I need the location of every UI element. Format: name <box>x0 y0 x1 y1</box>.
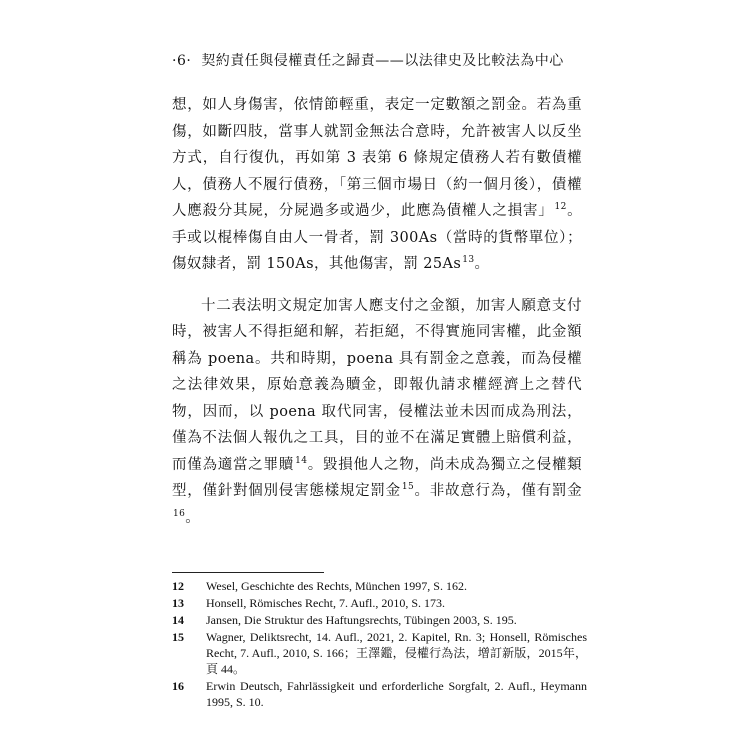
paragraph-text: 。非故意行為，僅有罰金 <box>414 483 583 499</box>
footnote-number: 14 <box>172 613 184 627</box>
footnote-text: Wesel, Geschichte des Rechts, München 1997, S. 162. <box>206 579 467 593</box>
paragraph-text: 。毀損他人之物，尚未成為獨立之侵權類型，僅針對個別侵害態樣規定罰金 <box>172 456 582 499</box>
paragraph-text: 。手或以棍棒傷自由人一骨者，罰 300As（當時的貨幣單位）；傷奴隸者，罰 150As，其他傷害，罰 25As <box>172 203 582 272</box>
footnote-number: 13 <box>172 596 184 610</box>
footnote-text: Honsell, Römisches Recht, 7. Aufl., 2010, S. 173. <box>206 596 445 610</box>
running-title: 契約責任與侵權責任之歸責——以法律史及比較法為中心 <box>201 53 564 69</box>
footnote-number: 15 <box>172 630 184 644</box>
footnote <box>172 595 587 611</box>
footnote-text: Jansen, Die Struktur des Haftungsrechts, Tübingen 2003, S. 195. <box>206 613 517 627</box>
paragraph <box>172 293 582 532</box>
footnote <box>172 678 587 710</box>
footnote-number: 16 <box>172 679 184 693</box>
page-number: ·6· <box>172 53 192 69</box>
footnote-text: Wagner, Deliktsrecht, 14. Aufl., 2021, 2. Kapitel, Rn. 3; Honsell, Römisches Recht, 7. Aufl., 2010, S. 166；王澤鑑，侵權行為法，增訂新版，2015年，頁 44。 <box>206 630 587 676</box>
footnote-ref[interactable]: 12 <box>554 202 567 213</box>
paragraph <box>172 92 582 278</box>
paragraph-text: 。 <box>474 256 490 272</box>
paragraph-text: 想，如人身傷害，依情節輕重，表定一定數額之罰金。若為重傷，如斷四肢，當事人就罰金無法合意時，允許被害人以反坐方式，自行復仇，再如第 3 表第 6 條規定債務人若有數債權人，債務人不履行債務，「第三個市場日（約一個月後），債權人應殺分其屍，分屍過多或過少，此應為債權人之損害」 <box>172 97 582 219</box>
paragraph-text: 。 <box>185 509 201 526</box>
footnote <box>172 612 587 628</box>
running-header <box>172 50 592 70</box>
footnote <box>172 578 587 594</box>
footnote-number: 12 <box>172 579 184 593</box>
footnote-ref[interactable]: 16 <box>173 508 186 519</box>
footnote-divider <box>172 572 324 573</box>
footnote-text: Erwin Deutsch, Fahrlässigkeit und erforderliche Sorgfalt, 2. Aufl., Heymann 1995, S. 10. <box>206 679 587 709</box>
footnote <box>172 629 587 677</box>
footnote-ref[interactable]: 13 <box>462 255 475 266</box>
body-text <box>172 92 582 531</box>
footnote-ref[interactable]: 15 <box>401 482 415 493</box>
paragraph-text: 十二表法明文規定加害人應支付之金額，加害人願意支付時，被害人不得拒絕和解，若拒絕，不得實施同害權，此金額稱為 poena。共和時期，poena 具有罰金之意義，而為侵權之法律效果，原始意義為贖金，即報仇請求權經濟上之替代物，因而，以 poena 取代同害，侵權法並未因而成為刑法，僅為不法個人報仇之工具，目的並不在滿足實體上賠償利益，而僅為適當之罪贖 <box>172 297 582 473</box>
footnote-ref[interactable]: 14 <box>295 455 308 466</box>
footnotes <box>172 578 587 711</box>
